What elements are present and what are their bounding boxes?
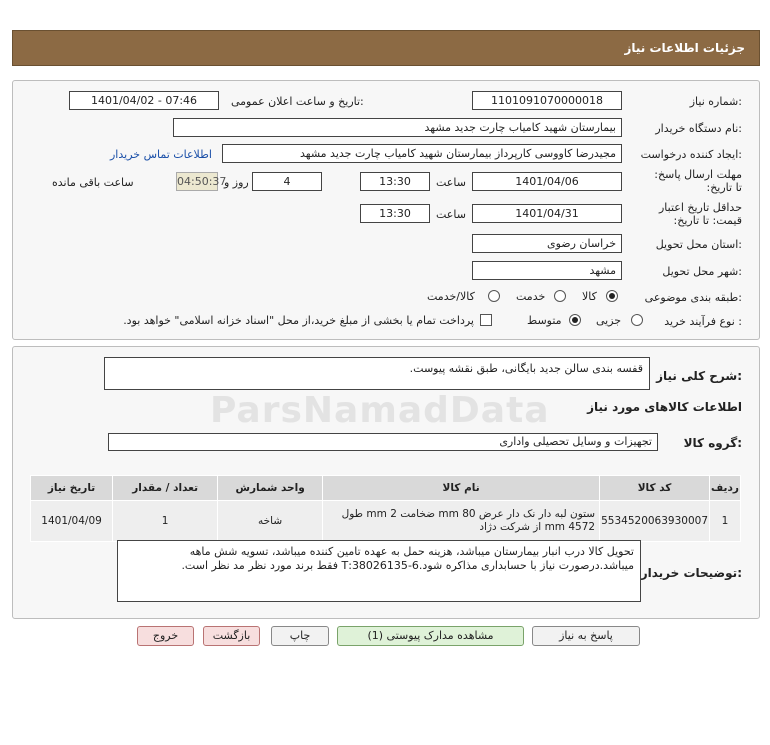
page-title: جزئیات اطلاعات نیاز [624,41,745,55]
requester-field: مجیدرضا کاووسی کارپرداز بیمارستان شهید کامیاب چارت جدید مشهد [222,144,622,163]
category-radio-goods[interactable] [606,290,618,302]
back-button[interactable]: بازگشت [203,626,260,646]
category-label: طبقه بندی موضوعی: [644,291,742,304]
buyer-org-field: بیمارستان شهید کامیاب چارت جدید مشهد [173,118,622,137]
province-field: خراسان رضوی [472,234,622,253]
announce-field: 1401/04/02 - 07:46 [69,91,219,110]
items-table [30,475,741,542]
province-label: استان محل تحویل: [655,238,742,251]
need-number-field: 1101091070000018 [472,91,622,110]
city-field: مشهد [472,261,622,280]
buyer-notes-label: توضیحات خریدار: [640,566,742,580]
item-name: ستون لبه دار نک دار عرض 80 mm ضخامت 2 mm طول 4572 mm از شرکت دژاد [323,501,600,542]
view-documents-button[interactable]: مشاهده مدارک پیوستی (1) [337,626,524,646]
item-unit: شاخه [218,501,323,542]
process-label: نوع فرآیند خرید : [664,315,742,328]
col-name-header: نام کالا [323,476,600,501]
remaining-time-field: 04:50:37 [176,172,218,191]
buyer-notes-field: تحویل کالا درب انبار بیمارستان میباشد، هزینه حمل به عهده تامین کننده میباشد، تسویه شش ماهه میباشد.درصورت نیاز با حسابداری مذاکره شود.6-38026135:T فقط برند مورد نظر مد نظر است. [117,540,641,602]
col-code-header: کد کالا [600,476,710,501]
deadline-time-field: 13:30 [360,172,430,191]
goods-group-label: گروه کالا: [683,436,742,450]
requester-label: ایجاد کننده درخواست: [640,148,742,161]
contact-info-link[interactable]: اطلاعات تماس خریدار [110,148,212,161]
days-field: 4 [252,172,322,191]
city-label: شهر محل تحویل: [662,265,742,278]
deadline-date-field: 1401/04/06 [472,172,622,191]
process-option-medium: متوسط [527,314,562,327]
goods-info-title: اطلاعات کالاهای مورد نیاز [587,400,742,414]
col-qty-header: تعداد / مقدار [113,476,218,501]
goods-group-field: تجهیزات و وسایل تحصیلی واداری [108,433,658,451]
validity-date-field: 1401/04/31 [472,204,622,223]
col-row-header: ردیف [710,476,741,501]
item-code: 5534520063930007 [600,501,710,542]
row-number: 1 [710,501,741,542]
table-header-row [31,476,741,501]
process-radio-medium[interactable] [569,314,581,326]
validity-label: حداقل تاریخ اعتبار قیمت: تا تاریخ: [658,201,742,227]
treasury-checkbox[interactable] [480,314,492,326]
print-button[interactable]: چاپ [271,626,329,646]
buyer-org-label: نام دستگاه خریدار: [655,122,742,135]
remaining-label: ساعت باقی مانده [52,176,134,189]
category-radio-goods-service[interactable] [488,290,500,302]
need-summary-label: شرح کلی نیاز: [656,369,742,383]
page-header [12,30,760,66]
category-option-goods-service: کالا/خدمت [427,290,475,303]
col-unit-header: واحد شمارش [218,476,323,501]
item-qty: 1 [113,501,218,542]
category-option-goods: کالا [582,290,597,303]
days-label: روز و [224,176,249,189]
deadline-time-label: ساعت [436,176,466,189]
item-date: 1401/04/09 [31,501,113,542]
reply-button[interactable]: پاسخ به نیاز [532,626,640,646]
deadline-label: مهلت ارسال پاسخ: تا تاریخ: [654,168,742,194]
category-radio-service[interactable] [554,290,566,302]
process-option-minor: جزیی [596,314,622,327]
validity-time-field: 13:30 [360,204,430,223]
need-number-label: شماره نیاز: [689,95,742,108]
table-row [31,501,741,542]
validity-time-label: ساعت [436,208,466,221]
announce-label: تاریخ و ساعت اعلان عمومی: [231,95,364,108]
watermark-text: ParsNamadData [210,390,550,431]
exit-button[interactable]: خروج [137,626,194,646]
need-summary-field: قفسه بندی سالن جدید بایگانی، طبق نقشه پیوست. [104,357,650,390]
category-option-service: خدمت [516,290,546,303]
col-date-header: تاریخ نیاز [31,476,113,501]
process-radio-minor[interactable] [631,314,643,326]
treasury-note: پرداخت تمام یا بخشی از مبلغ خرید،از محل "اسناد خزانه اسلامی" خواهد بود. [123,314,474,327]
